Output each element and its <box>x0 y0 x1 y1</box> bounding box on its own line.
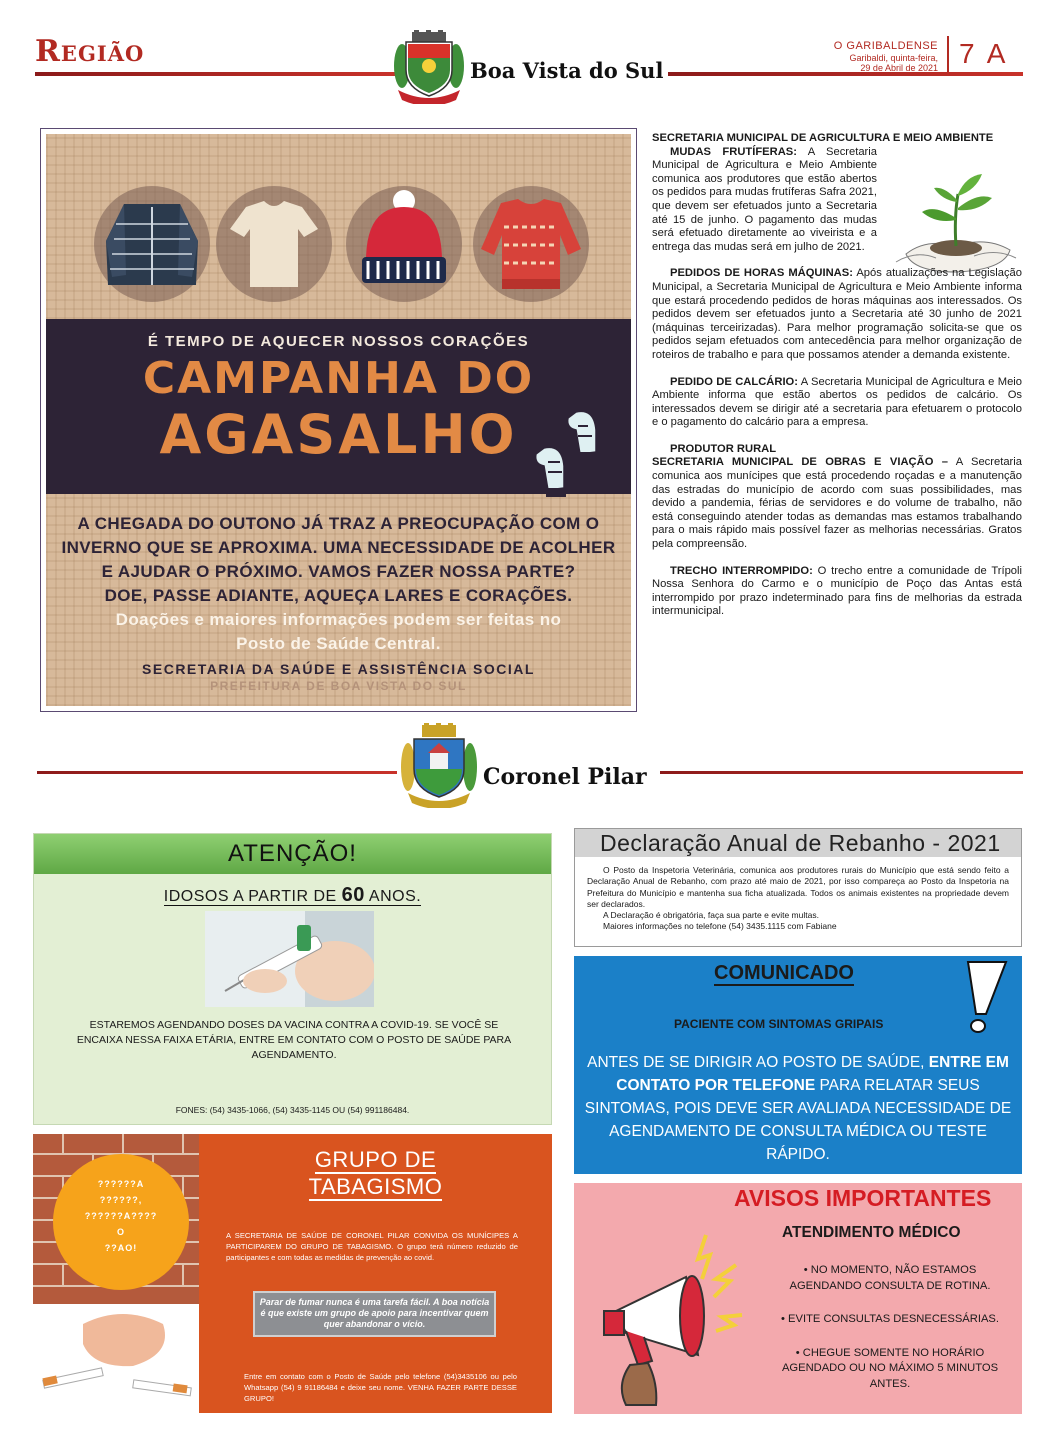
avisos-subtitle: ATENDIMENTO MÉDICO <box>782 1224 961 1241</box>
comunicado-title-text: COMUNICADO <box>714 962 854 984</box>
jacket-icon <box>94 186 210 302</box>
atencao-sub-pre: IDOSOS A PARTIR DE <box>163 888 342 905</box>
tabagismo-quote: Parar de fumar nunca é uma tarefa fácil. A boa notícia é que existe um grupo de apoio para incentivar quem quer abandonar o vício. <box>253 1291 496 1337</box>
exclamation-icon <box>956 958 1014 1036</box>
tshirt-icon <box>216 186 332 302</box>
atencao-subtitle <box>34 884 551 907</box>
comunicado-body <box>584 1051 1012 1166</box>
poster-prefeitura: PREFEITURA DE BOA VISTA DO SUL <box>210 679 467 693</box>
avisos-title: AVISOS IMPORTANTES <box>734 1185 992 1211</box>
circle-line: ??????A???? <box>84 1211 158 1221</box>
comunicado-body-post: PARA RELATAR SEUS SINTOMAS, POIS DEVE SER AVALIADA NECESSIDADE DE AGENDAMENTO DE CONSULTA MÉDICA OU TESTE RÁPIDO. <box>584 1077 1012 1163</box>
comunicado-body-bold: ENTRE EM CONTATO POR TELEFONE <box>616 1054 1009 1094</box>
declaracao-p1: O Posto da Inspetoria Veterinária, comunica aos produtores rurais do Município que está sendo feito a Declaração Anual de Rebanho, com prazo até maio de 2021, por isso compareça ao Posto da Inspetoria na Prefeitura do Município e mantenha sua ficha atualizada. Todos os animais existentes na propriedade devem ser declarados. <box>587 865 1009 909</box>
town-name-boa-vista: Boa Vista do Sul <box>470 58 664 83</box>
mid-rule-left <box>37 771 397 774</box>
megaphone-icon <box>586 1215 776 1410</box>
trecho-text: O trecho entre a comunidade de Trípoli Nossa Senhora do Carmo e o município de Poço das Antas está interrompido por prazo indeterminado para fins de melhorias da estrada intermunicipal. <box>652 564 1022 618</box>
tabagismo-contact: Entre em contato com o Posto de Saúde pelo telefone (54)3435106 ou pelo Whatsapp (54) 9 91186484 e deixe seu nome. VENHA FAZER PARTE DESSE GRUPO! <box>244 1372 517 1403</box>
atencao-box <box>33 833 552 1125</box>
list-item: • EVITE CONSULTAS DESNECESSÁRIAS. <box>770 1312 1010 1328</box>
sweater-icon <box>473 186 589 302</box>
obras-text: A Secretaria comunica aos munícipes que está procedendo roçadas e a manutenção das estradas do município de acordo com suas possibilidades, mas devido a pandemia, férias de servidores e do volume de trabalho, não está conseguindo atender todas as demandas mas estamos trabalhando para o mais rápido mais possível fazer as melhorias necessárias. Gratos pela compreensão. <box>652 456 1022 551</box>
atencao-sub-number: 60 <box>341 884 365 906</box>
comunicado-body-pre: ANTES DE SE DIRIGIR AO POSTO DE SAÚDE, <box>587 1054 929 1071</box>
publication-name: O GARIBALDENSE <box>833 40 938 52</box>
rural-label: PRODUTOR RURAL <box>670 442 777 455</box>
declaracao-p2: A Declaração é obrigatória, faça sua parte e evite multas. <box>603 910 819 921</box>
declaracao-p3: Maiores informações no telefone (54) 3435.1115 com Fabiane <box>603 921 837 932</box>
comunicado-title <box>714 962 854 985</box>
poster-line: INVERNO QUE SE APROXIMA. UMA NECESSIDADE DE ACOLHER <box>61 538 616 557</box>
mudas-text: A Secretaria Municipal de Agricultura e Meio Ambiente comunica aos produtores que estão abertos os pedidos para mudas frutíferas Safra 2021, que devem ser efetuados junto a Secretaria até 15 de junho. O pagamento das mudas será efetuado diretamente ao viveirista e a entrega das mudas será em julho de 2021. <box>652 145 877 253</box>
poster-tagline: É TEMPO DE AQUECER NOSSOS CORAÇÕES <box>147 333 530 350</box>
horas-label: PEDIDOS DE HORAS MÁQUINAS: <box>670 267 853 280</box>
poster-title-line2: AGASALHO <box>159 403 518 466</box>
poster-line: DOE, PASSE ADIANTE, AQUEÇA LARES E CORAÇÕES. <box>104 586 573 605</box>
tabagismo-circle <box>53 1154 189 1290</box>
boa-vista-crest-icon <box>390 30 468 104</box>
atencao-body: ESTAREMOS AGENDANDO DOSES DA VACINA CONTRA A COVID-19. SE VOCÊ SE ENCAIXA NESSA FAIXA ETÁRIA, ENTRE EM CONTATO COM O POSTO DE SAÚDE PARA AGENDAMENTO. <box>76 1019 512 1061</box>
circle-line: O <box>116 1227 125 1237</box>
poster-donation-line2: Posto de Saúde Central. <box>236 634 441 653</box>
mid-rule-right <box>660 771 1023 774</box>
tabagismo-title <box>199 1146 552 1200</box>
page-number: 7 A <box>947 36 1008 72</box>
poster-title-line1: CAMPANHA DO <box>142 353 535 404</box>
list-item: • CHEGUE SOMENTE NO HORÁRIO AGENDADO OU NO MÁXIMO 5 MINUTOS ANTES. <box>770 1346 1010 1393</box>
beanie-icon <box>346 186 462 302</box>
article-heading: SECRETARIA MUNICIPAL DE AGRICULTURA E MEIO AMBIENTE <box>652 132 994 144</box>
horas-text: Após atualizações na Legislação Municipal, a Secretaria Municipal de Agricultura e Meio Ambiente informa que estará procedendo pedidos de horas máquinas aos interessados. Os pedidos devem ser efetuados junto a Secretaria até 30 junho de 2021 (máquinas terceirizadas). Para melhor programação solicita-se que os pedidos sejam efetuados com antecedência para melhor organização de roteiros de trabalho e para que possamos atender a demanda existente. <box>652 267 1022 361</box>
atencao-title: ATENÇÃO! <box>34 834 551 874</box>
comunicado-box <box>574 956 1022 1174</box>
agriculture-article <box>652 132 1022 632</box>
dateline-day: Garibaldi, quinta-feira, <box>849 52 938 63</box>
calcario-text: A Secretaria Municipal de Agricultura e Meio Ambiente informa que estão abertos os pedidos de calcário. Os interessados devem se dirigir até a secretaria para efetuarem o protocolo e o pagamento do calcário para a empresa. <box>652 375 1023 429</box>
header-rule-left <box>35 72 395 76</box>
tabagismo-body: A SECRETARIA DE SAÚDE DE CORONEL PILAR CONVIDA OS MUNÍCIPES A PARTICIPAREM DO GRUPO DE TABAGISMO. O grupo terá número reduzido de participantes e com todas as medidas de prevenção ao covid. <box>226 1231 518 1262</box>
publication-block <box>834 40 938 73</box>
vaccine-photo <box>205 911 374 1007</box>
avisos-box <box>574 1183 1022 1414</box>
tabagismo-title-line2: TABAGISMO <box>308 1174 443 1199</box>
circle-line: ??AO! <box>104 1243 138 1253</box>
tabagismo-box <box>199 1134 552 1413</box>
coronel-pilar-crest-icon <box>398 723 480 808</box>
clothing-illustrations <box>46 179 631 319</box>
comunicado-subtitle: PACIENTE COM SINTOMAS GRIPAIS <box>674 1017 884 1031</box>
poster-secretariat: SECRETARIA DA SAÚDE E ASSISTÊNCIA SOCIAL <box>142 661 535 677</box>
declaracao-title: Declaração Anual de Rebanho - 2021 <box>575 829 1021 857</box>
dateline-date: 29 de Abril de 2021 <box>860 62 938 73</box>
poster-donation-line1: Doações e maiores informações podem ser feitas no <box>115 610 562 629</box>
obras-label: SECRETARIA MUNICIPAL DE OBRAS E VIAÇÃO – <box>652 456 949 469</box>
circle-line: ??????, <box>99 1195 143 1205</box>
declaracao-box <box>574 828 1022 947</box>
mittens-icon <box>536 404 616 499</box>
atencao-phones: FONES: (54) 3435-1066, (54) 3435-1145 OU (54) 991186484. <box>175 1105 410 1115</box>
circle-line: ??????A <box>97 1179 145 1189</box>
mudas-label: MUDAS FRUTÍFERAS: <box>670 145 797 158</box>
poster-line: E AJUDAR O PRÓXIMO. VAMOS FAZER NOSSA PARTE? <box>101 562 576 581</box>
poster-message <box>46 512 631 656</box>
poster-line: A CHEGADA DO OUTONO JÁ TRAZ A PREOCUPAÇÃO COM O <box>77 514 600 533</box>
tabagismo-title-line1: GRUPO DE <box>314 1147 437 1172</box>
trecho-label: TRECHO INTERROMPIDO: <box>670 564 813 577</box>
calcario-label: PEDIDO DE CALCÁRIO: <box>670 375 798 388</box>
section-title: Região <box>35 34 145 69</box>
campanha-agasalho-poster <box>40 128 637 712</box>
atencao-sub-post: ANOS. <box>364 888 422 905</box>
list-item: • NO MOMENTO, NÃO ESTAMOS AGENDANDO CONSULTA DE ROTINA. <box>770 1263 1010 1294</box>
avisos-list <box>770 1263 1010 1410</box>
town-name-coronel-pilar: Coronel Pilar <box>483 764 647 790</box>
